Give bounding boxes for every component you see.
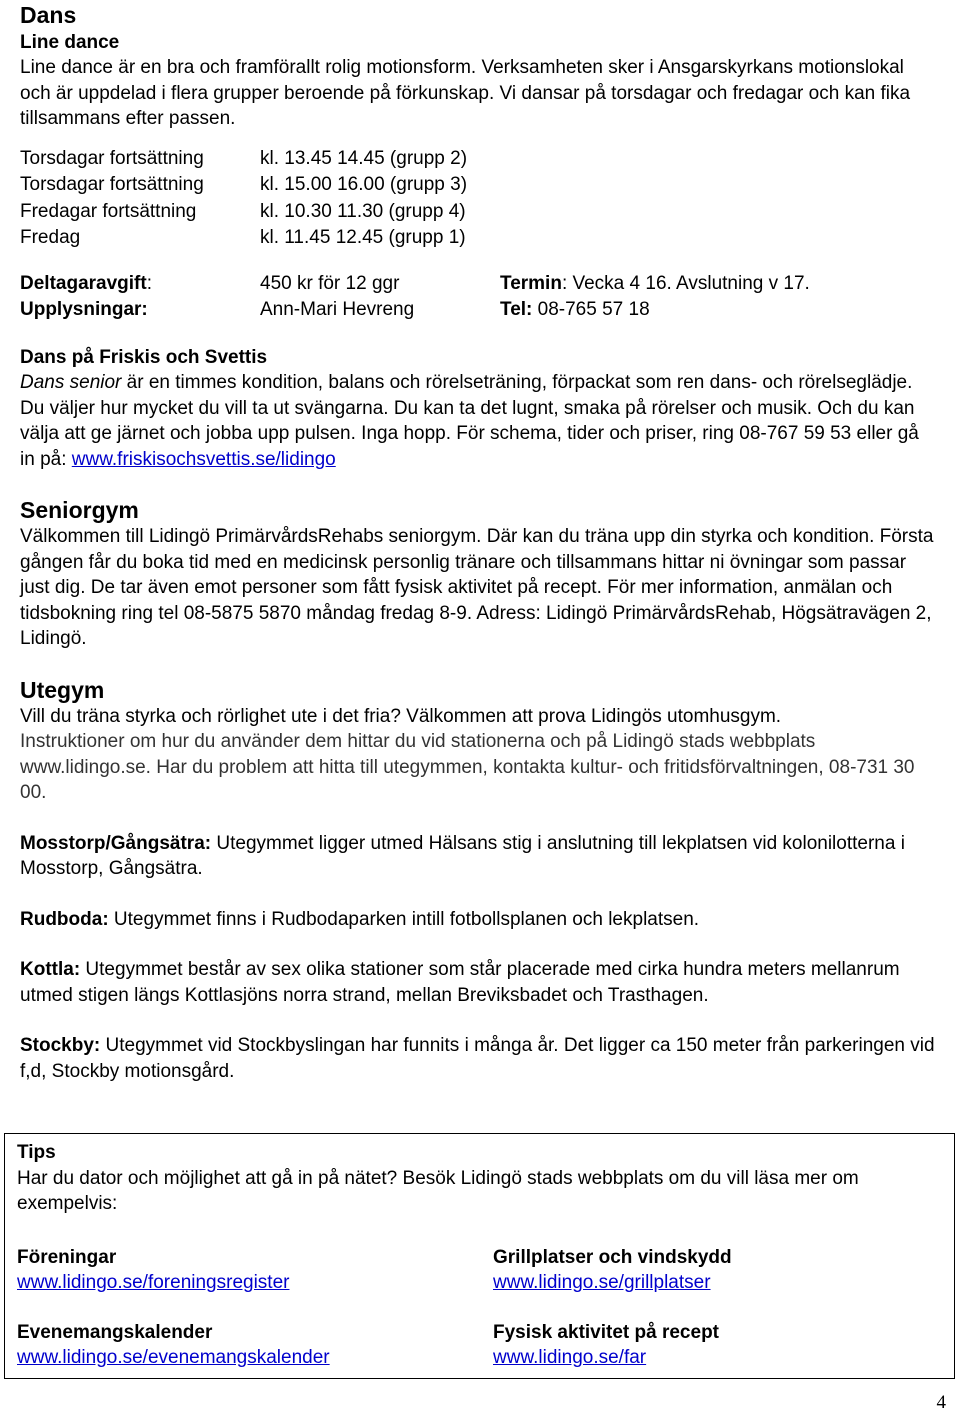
tips-item bbox=[17, 1320, 493, 1371]
place-name: Kottla: bbox=[20, 959, 81, 980]
fee-label: Deltagaravgift bbox=[20, 272, 147, 294]
tips-text: Har du dator och möjlighet att gå in på nätet? Besök Lidingö stads webbplats om du vill läsa mer om exempelvis: bbox=[17, 1167, 859, 1214]
term-wrap bbox=[500, 271, 935, 297]
schedule-time: kl. 13.45 14.45 (grupp 2) bbox=[260, 147, 468, 169]
friskis-heading: Dans på Friskis och Svettis bbox=[20, 346, 268, 368]
fee-value: 450 kr för 12 ggr bbox=[260, 272, 400, 294]
tips-item-title: Evenemangskalender bbox=[17, 1321, 213, 1343]
utegym-intro: Vill du träna styrka och rörlighet ute i det fria? Välkommen att prova Lidingös utomhusgym. bbox=[20, 705, 782, 727]
place-name: Rudboda: bbox=[20, 908, 109, 930]
line-dance-schedule bbox=[20, 146, 935, 251]
utegym-place bbox=[20, 1033, 935, 1084]
tips-item-title: Fysisk aktivitet på recept bbox=[493, 1321, 719, 1343]
utegym-intro-2: Instruktioner om hur du använder dem hittar du vid stationerna och på Lidingö stads webbplats www.lidingo.se. Har du problem att hitta till utegymmen, kontakta kultur- och fritidsförvaltningen, 08-731 30 00. bbox=[20, 731, 915, 803]
tips-item-link[interactable]: www.lidingo.se/grillplatser bbox=[493, 1272, 711, 1293]
fee-colon: : bbox=[146, 272, 152, 294]
utegym-place bbox=[20, 957, 935, 1008]
schedule-day: Fredagar fortsättning bbox=[20, 200, 197, 222]
place-name: Stockby: bbox=[20, 1035, 101, 1056]
tips-item-link[interactable]: www.lidingo.se/foreningsregister bbox=[17, 1272, 290, 1293]
tips-item-link[interactable]: www.lidingo.se/far bbox=[493, 1347, 647, 1368]
tips-item-title: Föreningar bbox=[17, 1246, 117, 1268]
tips-heading: Tips bbox=[17, 1142, 56, 1163]
term-label: Termin bbox=[500, 272, 562, 294]
fee-label-wrap bbox=[20, 271, 260, 297]
line-dance-fee-info bbox=[20, 271, 935, 323]
schedule-time: kl. 10.30 11.30 (grupp 4) bbox=[260, 200, 466, 222]
tips-box bbox=[4, 1133, 955, 1379]
tel-value: 08-765 57 18 bbox=[532, 299, 650, 320]
tips-links bbox=[17, 1245, 954, 1371]
line-dance-text: Line dance är en bra och framförallt rolig motionsform. Verksamheten sker i Ansgarskyrkans motionslokal och är uppdelad i flera grupper beroende på förkunskap. Vi dansar på torsdagar och fredagar och kan fika tillsammans efter passen. bbox=[20, 57, 911, 129]
schedule-day: Fredag bbox=[20, 227, 81, 248]
tips-item bbox=[17, 1245, 493, 1296]
place-text: Utegymmet finns i Rudbodaparken intill fotbollsplanen och lekplatsen. bbox=[108, 908, 700, 930]
seniorgym-text: Välkommen till Lidingö PrimärvårdsRehabs seniorgym. Där kan du träna upp din styrka och kondition. Första gången får du boka tid med en medicinsk personlig tränare och tillsammans hittar ni övningar som passar just dig. De tar även emot personer som fått fysisk aktivitet på recept. För mer information, anmälan och tidsbokning ring tel 08-5875 5870 måndag fredag 8-9. Adress: Lidingö PrimärvårdsRehab, Högsätravägen 2, Lidingö. bbox=[20, 526, 934, 649]
friskis-link[interactable]: www.friskisochsvettis.se/lidingo bbox=[71, 448, 336, 470]
utegym-place bbox=[20, 907, 935, 933]
schedule-time: kl. 11.45 12.45 (grupp 1) bbox=[260, 227, 466, 248]
term-value: : Vecka 4 16. Avslutning v 17. bbox=[561, 272, 810, 294]
document-page bbox=[20, 0, 935, 1084]
place-text: Utegymmet vid Stockbyslingan har funnits i många år. Det ligger ca 150 meter från parkeringen vid f,d, Stockby motionsgård. bbox=[20, 1035, 935, 1082]
info-label: Upplysningar: bbox=[20, 299, 148, 320]
page-title: Dans bbox=[20, 2, 77, 28]
place-text: Utegymmet ligger utmed Hälsans stig i anslutning till lekplatsen vid kolonilotterna i Mosstorp, Gångsätra. bbox=[20, 832, 905, 879]
tel-label: Tel: bbox=[500, 299, 533, 320]
place-name: Mosstorp/Gångsätra: bbox=[20, 832, 212, 854]
utegym-place bbox=[20, 831, 935, 882]
schedule-day: Torsdagar fortsättning bbox=[20, 174, 204, 195]
info-value: Ann-Mari Hevreng bbox=[260, 299, 415, 320]
tel-wrap bbox=[500, 297, 935, 323]
tips-item-title: Grillplatser och vindskydd bbox=[493, 1246, 732, 1268]
friskis-italic-lead: Dans senior bbox=[20, 372, 122, 393]
tips-item bbox=[493, 1320, 954, 1371]
seniorgym-heading: Seniorgym bbox=[20, 497, 139, 523]
schedule-day: Torsdagar fortsättning bbox=[20, 147, 204, 169]
line-dance-heading: Line dance bbox=[20, 32, 120, 53]
tips-item bbox=[493, 1245, 954, 1296]
friskis-text bbox=[20, 370, 935, 472]
place-text: Utegymmet består av sex olika stationer som står placerade med cirka hundra meters mellanrum utmed stigen längs Kottlasjöns norra strand, mellan Breviksbadet och Trasthagen. bbox=[20, 959, 900, 1006]
friskis-body: är en timmes kondition, balans och rörelseträning, förpackat som ren dans- och rörelseglädje. Du väljer hur mycket du vill ta ut svängarna. Du kan ta det lugnt, smaka på rörelser och musik. Och du kan välja att ge järnet och jobba upp pulsen. Inga hopp. För schema, tider och priser, ring 08-767 59 53 eller gå in på: bbox=[20, 372, 919, 470]
utegym-heading: Utegym bbox=[20, 676, 105, 703]
tips-item-link[interactable]: www.lidingo.se/evenemangskalender bbox=[17, 1347, 330, 1368]
schedule-time: kl. 15.00 16.00 (grupp 3) bbox=[260, 174, 468, 195]
page-number: 4 bbox=[936, 1392, 946, 1413]
